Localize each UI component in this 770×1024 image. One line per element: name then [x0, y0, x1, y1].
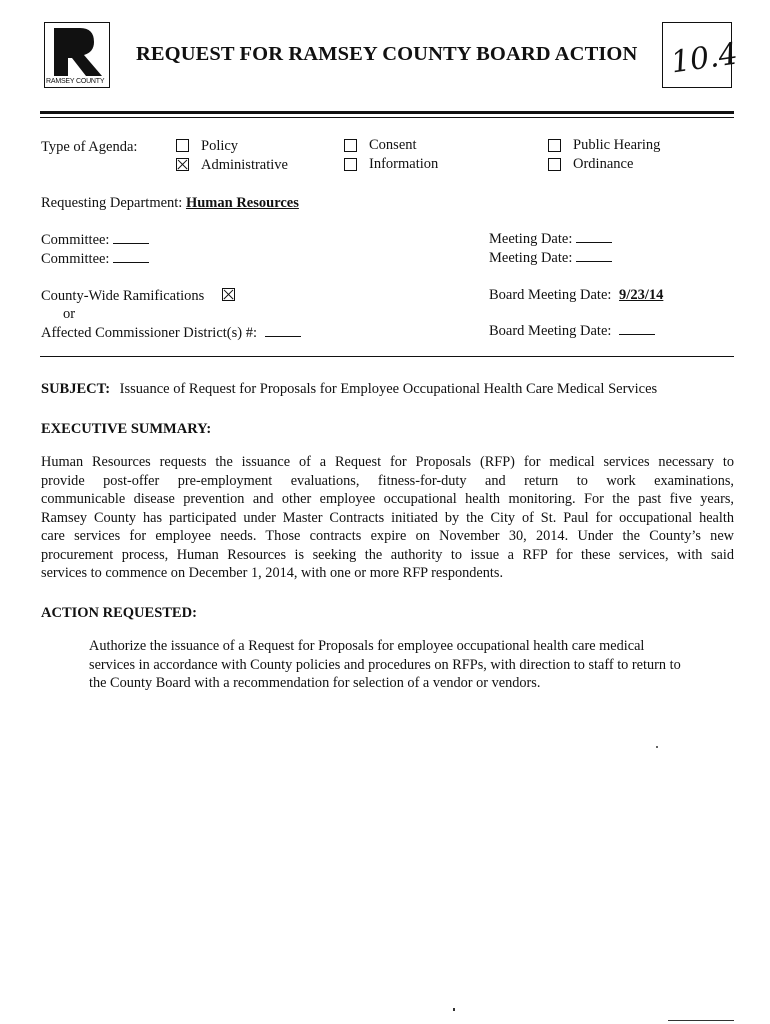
- consent-checkbox[interactable]: [344, 139, 357, 152]
- meeting-date-blank[interactable]: [576, 249, 612, 262]
- public-hearing-label: Public Hearing: [573, 137, 661, 153]
- subject-text: Issuance of Request for Proposals for Employee Occupational Health Care Medical Services: [119, 381, 658, 397]
- agenda-type-label: Type of Agenda:: [41, 139, 138, 155]
- action-requested-paragraph: [89, 637, 724, 693]
- board-meeting-date-label: Board Meeting Date:: [489, 323, 612, 339]
- executive-summary-line: Ramsey County has participated under Master Contracts initiated by the City of St. Paul for occupational health: [41, 509, 734, 526]
- header-rule-thin: [40, 117, 734, 118]
- information-checkbox[interactable]: [344, 158, 357, 171]
- committee-blank[interactable]: [113, 250, 149, 263]
- ordinance-label: Ordinance: [573, 156, 634, 172]
- executive-summary-line: services to commence on December 1, 2014, with one or more RFP respondents.: [41, 565, 504, 581]
- executive-summary-line: care services for employee needs. Those contracts expire on November 30, 2014. Under the County’s new: [41, 528, 734, 544]
- agenda-item-box: [662, 22, 740, 88]
- meeting-date-label: Meeting Date:: [489, 231, 573, 247]
- information-label: Information: [369, 156, 439, 172]
- executive-summary-line: provide post-offer pre-employment evaluations, fitness-for-duty and return to work examinations,: [41, 472, 734, 489]
- committee-row-1: [41, 231, 149, 249]
- policy-label: Policy: [201, 138, 239, 154]
- meeting-date-row-1: [489, 230, 612, 248]
- logo-caption: RAMSEY COUNTY: [46, 78, 105, 85]
- action-requested-line: the County Board with a recommendation for selection of a vendor or vendors.: [89, 675, 541, 691]
- meeting-date-row-2: [489, 249, 612, 267]
- meeting-date-label: Meeting Date:: [489, 250, 573, 266]
- committee-row-2: [41, 250, 149, 268]
- meeting-date-blank[interactable]: [576, 230, 612, 243]
- board-meeting-date-blank[interactable]: [619, 322, 655, 335]
- executive-summary-line: communicable disease prevention and other employee occupational health monitoring. For the past five years,: [41, 491, 734, 507]
- page-title: REQUEST FOR RAMSEY COUNTY BOARD ACTION: [136, 43, 638, 65]
- consent-label: Consent: [369, 137, 417, 153]
- requesting-department: [41, 194, 299, 212]
- action-requested-line: services in accordance with County policies and procedures on RFPs, with direction to staff to return to: [89, 656, 681, 673]
- subject-row: [41, 380, 657, 398]
- requesting-department-value: Human Resources: [185, 195, 299, 211]
- action-requested-line: Authorize the issuance of a Request for Proposals for employee occupational health care medical: [89, 638, 645, 654]
- executive-summary-line: procurement process, Human Resources is seeking the authority to issue a RFP for these services, with said: [41, 546, 734, 563]
- section-divider: [40, 356, 734, 357]
- board-meeting-date-value: 9/23/14: [619, 287, 664, 303]
- county-wide-label: County-Wide Ramifications: [41, 288, 205, 304]
- requesting-department-label: Requesting Department:: [41, 195, 183, 211]
- affected-district-label: Affected Commissioner District(s) #:: [41, 325, 257, 341]
- scan-speck: [656, 746, 658, 748]
- action-requested-heading: ACTION REQUESTED:: [41, 605, 197, 621]
- agenda-item-number: 10.4: [668, 36, 740, 81]
- public-hearing-checkbox[interactable]: [548, 139, 561, 152]
- header-rule-thick: [40, 111, 734, 114]
- administrative-label: Administrative: [201, 157, 288, 173]
- executive-summary-heading: EXECUTIVE SUMMARY:: [41, 421, 212, 437]
- ordinance-checkbox[interactable]: [548, 158, 561, 171]
- or-label: or: [63, 306, 76, 322]
- ramsey-county-logo: [44, 22, 110, 88]
- administrative-checkbox[interactable]: [176, 158, 189, 171]
- committee-label: Committee:: [41, 251, 110, 267]
- board-meeting-date-label: Board Meeting Date:: [489, 287, 612, 303]
- affected-district-row: [41, 324, 301, 342]
- committee-label: Committee:: [41, 232, 110, 248]
- county-wide-checkbox[interactable]: [222, 288, 235, 301]
- committee-blank[interactable]: [113, 231, 149, 244]
- footer-rule: [668, 1020, 734, 1021]
- subject-label: SUBJECT:: [41, 381, 111, 397]
- affected-district-blank[interactable]: [265, 324, 301, 337]
- scan-speck: [453, 1008, 455, 1011]
- board-meeting-date-row-2: [489, 322, 655, 340]
- executive-summary-paragraph: [41, 453, 734, 583]
- executive-summary-line: Human Resources requests the issuance of a Request for Proposals (RFP) for medical services necessary to: [41, 454, 734, 470]
- board-meeting-date-row-1: [489, 286, 663, 304]
- policy-checkbox[interactable]: [176, 139, 189, 152]
